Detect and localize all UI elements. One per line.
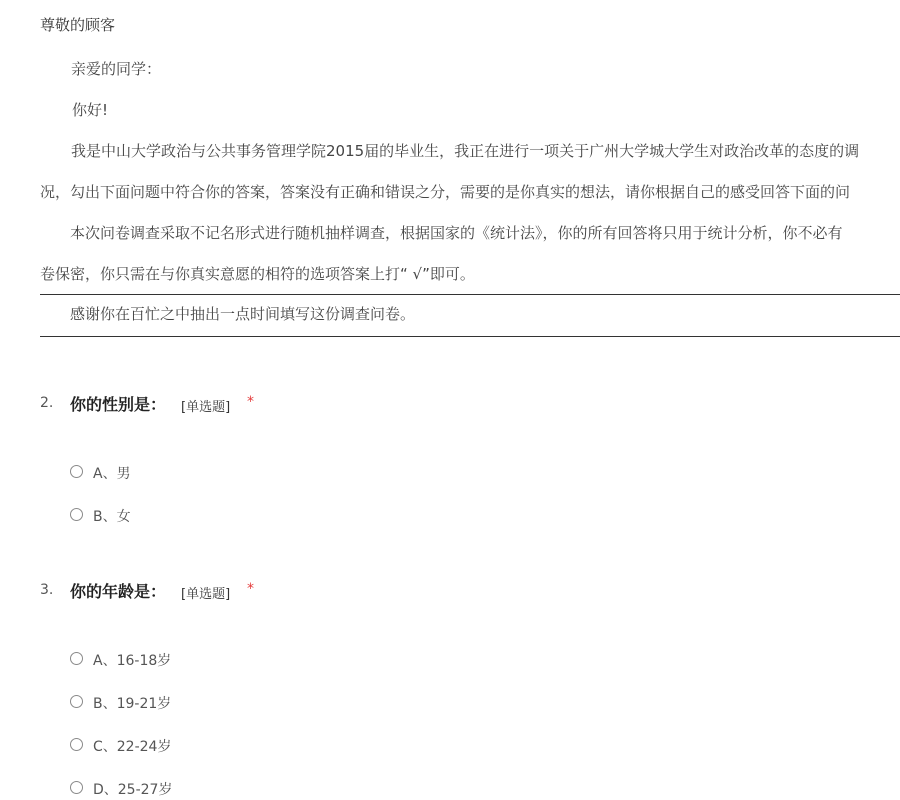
option-label: C、22-24岁	[93, 739, 172, 755]
radio-button[interactable]	[70, 738, 83, 751]
radio-button[interactable]	[70, 695, 83, 708]
radio-button[interactable]	[70, 508, 83, 521]
question-number: 3.	[40, 582, 54, 598]
intro-paragraph1-line1: 我是中山大学政治与公共事务管理学院2015届的毕业生，我正在进行一项关于广州大学城大学生对政治改革的态度的调	[71, 142, 860, 160]
option-label: A、男	[93, 466, 131, 482]
question-title: 你的性别是：	[70, 395, 167, 414]
intro-paragraph2-line2: 卷保密，你只需在与你真实意愿的相符的选项答案上打“ √”即可。	[40, 265, 475, 283]
required-mark: *	[247, 394, 254, 410]
radio-button[interactable]	[70, 652, 83, 665]
intro-divider-bottom	[40, 336, 900, 337]
intro-hello: 你好!	[72, 101, 109, 119]
required-mark: *	[247, 581, 254, 597]
option-label: D、25-27岁	[93, 782, 173, 798]
intro-paragraph1-line2: 况，勾出下面问题中符合你的答案，答案没有正确和错误之分，需要的是你真实的想法，请你根据自己的感受回答下面的问	[40, 183, 851, 201]
question-type-tag: [单选题]	[181, 400, 231, 415]
question-number: 2.	[40, 395, 54, 411]
question-type-tag: [单选题]	[181, 587, 231, 602]
radio-button[interactable]	[70, 465, 83, 478]
question-gender	[40, 392, 900, 525]
question-header	[40, 392, 900, 416]
survey-greeting: 尊敬的顾客	[40, 16, 116, 34]
option-label: A、16-18岁	[93, 653, 172, 669]
option-label: B、19-21岁	[93, 696, 172, 712]
option-label: B、女	[93, 509, 131, 525]
survey-intro	[40, 54, 900, 300]
radio-button[interactable]	[70, 781, 83, 794]
question-title: 你的年龄是：	[70, 582, 167, 601]
intro-paragraph2-line1: 本次问卷调查采取不记名形式进行随机抽样调查，根据国家的《统计法》，你的所有回答将只用于统计分析，你不必有	[70, 224, 843, 242]
question-header	[40, 579, 900, 603]
intro-divider-top	[40, 294, 900, 295]
intro-salutation: 亲爱的同学：	[71, 60, 162, 78]
question-age	[40, 579, 900, 798]
intro-thanks: 感谢你在百忙之中抽出一点时间填写这份调查问卷。	[70, 305, 416, 323]
